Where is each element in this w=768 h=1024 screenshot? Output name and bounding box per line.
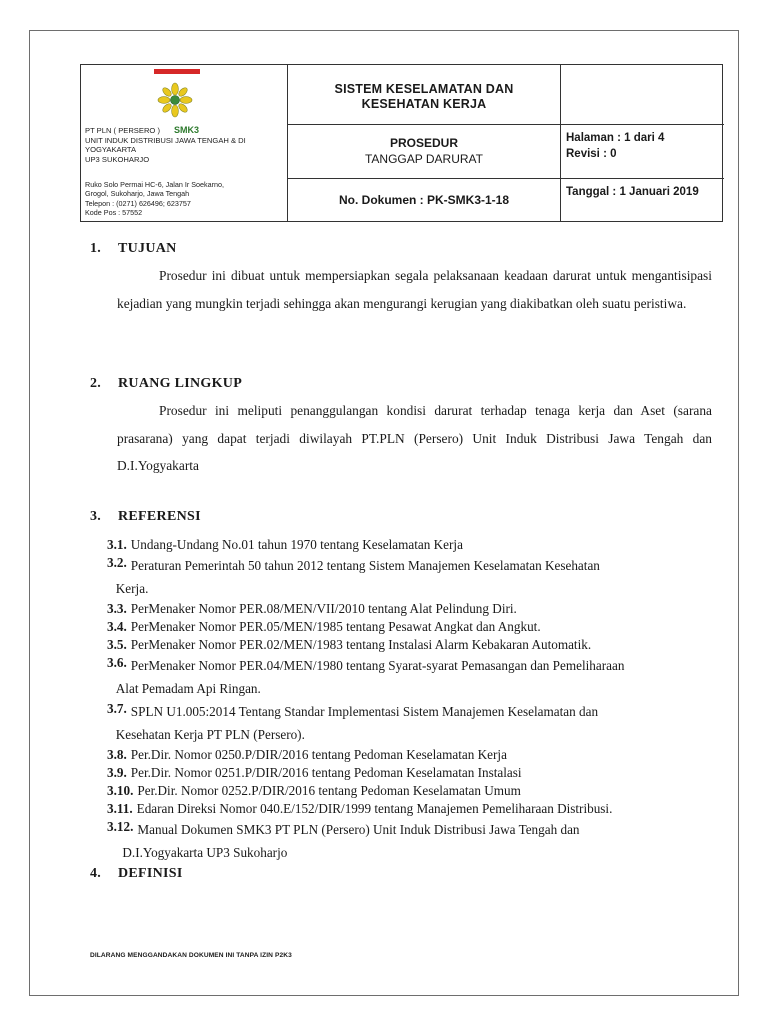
section-heading-tujuan — [90, 241, 177, 257]
section-title: REFERENSI — [118, 509, 201, 524]
reference-text-continuation: D.I.Yogyakarta UP3 Sukoharjo — [122, 845, 288, 860]
company-name: PT PLN ( PERSERO ) — [85, 126, 160, 135]
section-number: 3. — [90, 509, 102, 524]
company-block — [85, 126, 290, 164]
company-region: YOGYAKARTA — [85, 145, 137, 155]
reference-text-line: Peraturan Pemerintah 50 tahun 2012 tentang Sistem Manajemen Keselamatan Kesehatan — [130, 558, 600, 573]
section-number: 4. — [90, 866, 102, 881]
section-heading-referensi — [90, 509, 201, 525]
reference-text-line: PerMenaker Nomor PER.08/MEN/VII/2010 tentang Alat Pelindung Diri. — [130, 601, 517, 616]
reference-number: 3.10. — [107, 783, 134, 798]
address-phone: Telepon : (0271) 626496; 623757 — [85, 198, 191, 208]
reference-list — [107, 536, 712, 864]
reference-item — [107, 636, 712, 654]
address-block — [85, 180, 285, 217]
reference-text-line: SPLN U1.005:2014 Tentang Standar Implementasi Sistem Manajemen Keselamatan dan — [130, 704, 599, 719]
reference-text-continuation: Kesehatan Kerja PT PLN (Persero). — [115, 727, 305, 742]
address-postcode: Kode Pos : 57552 — [85, 207, 143, 217]
section-heading-definisi — [90, 866, 183, 882]
reference-text — [137, 800, 712, 818]
reference-text — [137, 782, 712, 800]
revision-info: Revisi : 0 — [566, 148, 617, 160]
reference-item — [107, 764, 712, 782]
reference-number: 3.4. — [107, 619, 127, 634]
section-number: 2. — [90, 376, 102, 391]
reference-number: 3.12. — [107, 819, 134, 834]
reference-item — [107, 818, 712, 864]
reference-item — [107, 554, 712, 600]
section-title: DEFINISI — [118, 866, 183, 881]
reference-item — [107, 536, 712, 554]
section-paragraph-tujuan — [117, 262, 712, 317]
section-heading-ruang-lingkup — [90, 376, 242, 392]
page-meta — [566, 130, 664, 162]
reference-text — [122, 818, 712, 864]
logo-text: SMK3 — [174, 125, 200, 135]
section-number: 1. — [90, 241, 102, 256]
procedure-label: PROSEDUR — [389, 136, 458, 150]
reference-text-line: PerMenaker Nomor PER.05/MEN/1985 tentang Pesawat Angkat dan Angkut. — [130, 619, 541, 634]
reference-text — [131, 618, 712, 636]
reference-text — [131, 536, 712, 554]
reference-text-line: Per.Dir. Nomor 0250.P/DIR/2016 tentang Pedoman Keselamatan Kerja — [130, 747, 507, 762]
procedure-title — [288, 135, 560, 167]
system-title — [288, 82, 560, 112]
reference-number: 3.3. — [107, 601, 127, 616]
reference-number: 3.5. — [107, 637, 127, 652]
reference-text-line: Edaran Direksi Nomor 040.E/152/DIR/1999 tentang Manajemen Pemeliharaan Distribusi. — [136, 801, 613, 816]
header-divider — [560, 124, 724, 125]
reference-text — [131, 746, 712, 764]
reference-item — [107, 654, 712, 700]
header-divider — [287, 124, 560, 125]
section-title: RUANG LINGKUP — [118, 376, 243, 391]
reference-number: 3.8. — [107, 747, 127, 762]
header-divider — [287, 178, 724, 179]
reference-text-line: Manual Dokumen SMK3 PT PLN (Persero) Unit Induk Distribusi Jawa Tengah dan — [137, 822, 580, 837]
reference-text-line: Per.Dir. Nomor 0251.P/DIR/2016 tentang Pedoman Keselamatan Instalasi — [130, 765, 522, 780]
paragraph-text: Prosedur ini meliputi penanggulangan kondisi darurat terhadap tenaga kerja dan Aset (sarana prasarana) yang dapat terjadi diwilayah PT.PLN (Persero) Unit Induk Distribusi Jawa Tengah dan D.I.Yogyakarta — [117, 403, 712, 473]
document-header-table — [80, 64, 723, 222]
company-unit: UNIT INDUK DISTRIBUSI JAWA TENGAH & DI — [85, 135, 246, 145]
footer-notice: DILARANG MENGGANDAKAN DOKUMEN INI TANPA IZIN P2K3 — [90, 952, 292, 959]
reference-item — [107, 800, 712, 818]
reference-text — [131, 600, 712, 618]
address-line: Ruko Solo Permai HC-6, Jalan Ir Soekarno, — [85, 180, 225, 189]
reference-number: 3.1. — [107, 537, 127, 552]
reference-number: 3.9. — [107, 765, 127, 780]
page-info: Halaman : 1 dari 4 — [566, 132, 665, 144]
procedure-name: TANGGAP DARURAT — [364, 152, 483, 166]
reference-text-continuation: Alat Pemadam Api Ringan. — [115, 681, 261, 696]
reference-number: 3.6. — [107, 655, 127, 670]
reference-item — [107, 746, 712, 764]
reference-text-line: Undang-Undang No.01 tahun 1970 tentang Keselamatan Kerja — [130, 537, 463, 552]
reference-item — [107, 618, 712, 636]
reference-number: 3.7. — [107, 701, 127, 716]
reference-text-line: PerMenaker Nomor PER.04/MEN/1980 tentang Syarat-syarat Pemasangan dan Pemeliharaan — [130, 658, 625, 673]
reference-number: 3.2. — [107, 555, 127, 570]
system-title-line: SISTEM KESELAMATAN DAN — [334, 82, 514, 96]
reference-item — [107, 600, 712, 618]
paragraph-text: Prosedur ini dibuat untuk mempersiapkan segala pelaksanaan keadaan darurat untuk mengantisipasi kejadian yang mungkin terjadi sehingga akan mengurangi kerugian yang diakibatkan oleh suatu peristiwa. — [117, 268, 712, 311]
reference-text-line: Per.Dir. Nomor 0252.P/DIR/2016 tentang Pedoman Keselamatan Umum — [137, 783, 521, 798]
reference-text-continuation: Kerja. — [115, 581, 149, 596]
company-office: UP3 SUKOHARJO — [85, 154, 150, 164]
document-date: Tanggal : 1 Januari 2019 — [566, 186, 699, 198]
reference-text — [131, 764, 712, 782]
reference-number: 3.11. — [107, 801, 133, 816]
reference-item — [107, 700, 712, 746]
reference-item — [107, 782, 712, 800]
document-number: No. Dokumen : PK-SMK3-1-18 — [338, 193, 510, 207]
system-title-line: KESEHATAN KERJA — [361, 97, 487, 111]
section-title: TUJUAN — [118, 241, 177, 256]
header-divider — [560, 65, 561, 221]
reference-text-line: PerMenaker Nomor PER.02/MEN/1983 tentang Instalasi Alarm Kebakaran Automatik. — [130, 637, 592, 652]
reference-text — [131, 636, 712, 654]
section-paragraph-ruang-lingkup — [117, 397, 712, 480]
address-line: Grogol, Sukoharjo, Jawa Tengah — [85, 189, 190, 199]
